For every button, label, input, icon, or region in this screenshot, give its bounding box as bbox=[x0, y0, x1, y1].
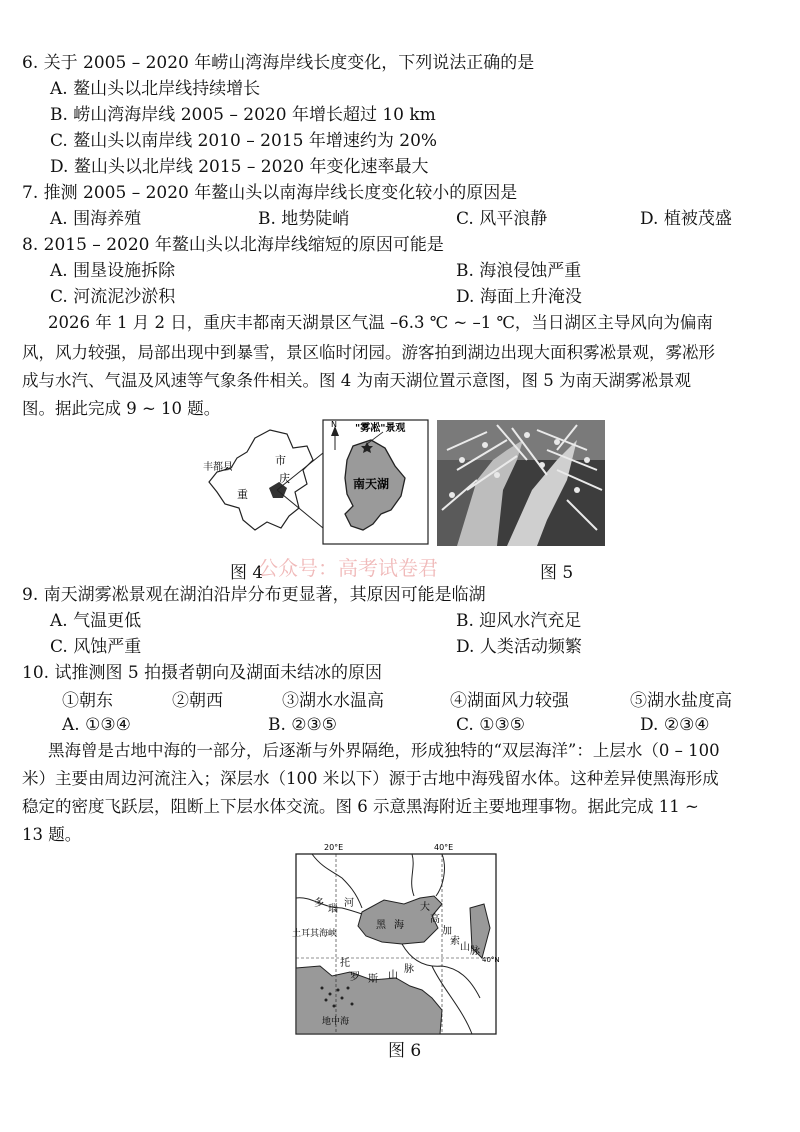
q10-option-b[interactable]: B. ②③⑤ bbox=[268, 715, 338, 735]
intro-1113-line3: 稳定的密度飞跃层，阻断上下层水体交流。图 6 示意黑海附近主要地理事物。据此完成 11 ~ bbox=[22, 797, 699, 816]
lon-20-label: 20°E bbox=[324, 843, 344, 852]
q6-option-d[interactable]: D. 鳌山头以北岸线 2015 – 2020 年变化速率最大 bbox=[50, 157, 429, 177]
q10-option-d[interactable]: D. ②③④ bbox=[640, 715, 710, 735]
intro-910-line4: 图。据此完成 9 ~ 10 题。 bbox=[22, 399, 221, 418]
q10-option-c[interactable]: C. ①③⑤ bbox=[456, 715, 525, 735]
q7-option-c[interactable]: C. 风平浪静 bbox=[456, 209, 548, 229]
label-qing: 庆 bbox=[279, 472, 290, 485]
figure-4-map bbox=[195, 418, 435, 548]
label-north: N bbox=[331, 420, 337, 429]
q9-stem: 9. 南天湖雾凇景观在湖泊沿岸分布更显著，其原因可能是临湖 bbox=[22, 585, 486, 605]
label-med: 地中海 bbox=[322, 1017, 350, 1027]
label-hei: 黑 bbox=[376, 920, 386, 931]
q10-option-a[interactable]: A. ①③④ bbox=[62, 715, 131, 735]
q7-stem: 7. 推测 2005 – 2020 年鳌山头以南海岸线长度变化较小的原因是 bbox=[22, 183, 518, 203]
figure-5-photo bbox=[437, 420, 605, 546]
q7-option-b[interactable]: B. 地势陡峭 bbox=[258, 209, 350, 229]
figure-4-caption: 图 4 bbox=[230, 563, 264, 583]
q9-option-d[interactable]: D. 人类活动频繁 bbox=[456, 637, 582, 657]
q10-choice-2: ②朝西 bbox=[172, 691, 223, 711]
label-gao: 高 bbox=[430, 914, 440, 925]
label-duo: 多 bbox=[314, 898, 324, 909]
q8-option-a[interactable]: A. 围垦设施拆除 bbox=[50, 261, 176, 281]
q8-option-d[interactable]: D. 海面上升淹没 bbox=[456, 287, 582, 307]
q9-option-a[interactable]: A. 气温更低 bbox=[50, 611, 142, 631]
label-luo: 罗 bbox=[350, 972, 360, 983]
label-shi: 市 bbox=[275, 454, 286, 467]
figure-6-caption: 图 6 bbox=[388, 1041, 422, 1061]
label-he: 河 bbox=[344, 898, 354, 909]
lat-40-label: 40°N bbox=[482, 956, 500, 964]
q7-option-d[interactable]: D. 植被茂盛 bbox=[640, 209, 732, 229]
intro-1113-line2: 米）主要由周边河流注入；深层水（100 米以下）源于古地中海残留水体。这种差异使黑海形成 bbox=[22, 769, 719, 788]
figure-6-map bbox=[292, 838, 502, 1038]
q6-option-c[interactable]: C. 鳌山头以南岸线 2010 – 2015 年增速约为 20% bbox=[50, 131, 438, 151]
q10-choice-1: ①朝东 bbox=[62, 691, 113, 711]
q6-option-a[interactable]: A. 鳌山头以北岸线持续增长 bbox=[50, 79, 261, 99]
intro-1113-line4: 13 题。 bbox=[22, 825, 82, 844]
q10-choice-4: ④湖面风力较强 bbox=[450, 691, 569, 711]
label-strait: 土耳其海峡 bbox=[292, 929, 338, 939]
label-hai: 海 bbox=[394, 920, 404, 931]
label-county: 丰都县 bbox=[203, 462, 233, 473]
label-si: 斯 bbox=[368, 974, 378, 985]
label-mai1: 脉 bbox=[470, 946, 480, 957]
q9-option-c[interactable]: C. 风蚀严重 bbox=[50, 637, 142, 657]
label-zhong: 重 bbox=[237, 488, 248, 501]
label-mai2: 脉 bbox=[404, 964, 414, 975]
q8-stem: 8. 2015 – 2020 年鳌山头以北海岸线缩短的原因可能是 bbox=[22, 235, 444, 255]
figure-5-caption: 图 5 bbox=[540, 563, 574, 583]
q6-option-b[interactable]: B. 崂山湾海岸线 2005 – 2020 年增长超过 10 km bbox=[50, 105, 436, 125]
label-shan1: 山 bbox=[460, 942, 470, 953]
chongqing-outline bbox=[209, 430, 313, 530]
label-nao: 瑙 bbox=[328, 904, 338, 915]
q10-choice-5: ⑤湖水盐度高 bbox=[630, 691, 732, 711]
label-lake: 南天湖 bbox=[353, 477, 390, 491]
label-da: 大 bbox=[420, 902, 430, 913]
label-scenic: "雾凇"景观 bbox=[355, 423, 406, 434]
intro-910-line1: 2026 年 1 月 2 日，重庆丰都南天湖景区气温 –6.3 ℃ ~ –1 ℃，当日湖区主导风向为偏南 bbox=[48, 313, 713, 332]
q10-stem: 10. 试推测图 5 拍摄者朝向及湖面未结冰的原因 bbox=[22, 663, 383, 683]
q7-option-a[interactable]: A. 围海养殖 bbox=[50, 209, 142, 229]
intro-1113-line1: 黑海曾是古地中海的一部分，后逐渐与外界隔绝，形成独特的“双层海洋”：上层水（0 – 100 bbox=[48, 741, 720, 760]
q10-choice-3: ③湖水水温高 bbox=[282, 691, 384, 711]
q8-option-b[interactable]: B. 海浪侵蚀严重 bbox=[456, 261, 582, 281]
watermark: 公众号：高考试卷君 bbox=[258, 556, 438, 580]
q8-option-c[interactable]: C. 河流泥沙淤积 bbox=[50, 287, 176, 307]
lon-40-label: 40°E bbox=[434, 843, 454, 852]
label-jia: 加 bbox=[442, 926, 452, 937]
intro-910-line3: 成与水汽、气温及风速等气象条件相关。图 4 为南天湖位置示意图，图 5 为南天湖雾凇景观 bbox=[22, 371, 691, 390]
label-shan2: 山 bbox=[388, 970, 398, 981]
intro-910-line2: 风，风力较强，局部出现中到暴雪，景区临时闭园。游客拍到湖边出现大面积雾凇景观，雾凇形 bbox=[22, 343, 715, 362]
label-tuo: 托 bbox=[340, 958, 350, 969]
q6-stem: 6. 关于 2005 – 2020 年崂山湾海岸线长度变化，下列说法正确的是 bbox=[22, 53, 535, 73]
q9-option-b[interactable]: B. 迎风水汽充足 bbox=[456, 611, 582, 631]
label-suo: 索 bbox=[450, 936, 460, 947]
